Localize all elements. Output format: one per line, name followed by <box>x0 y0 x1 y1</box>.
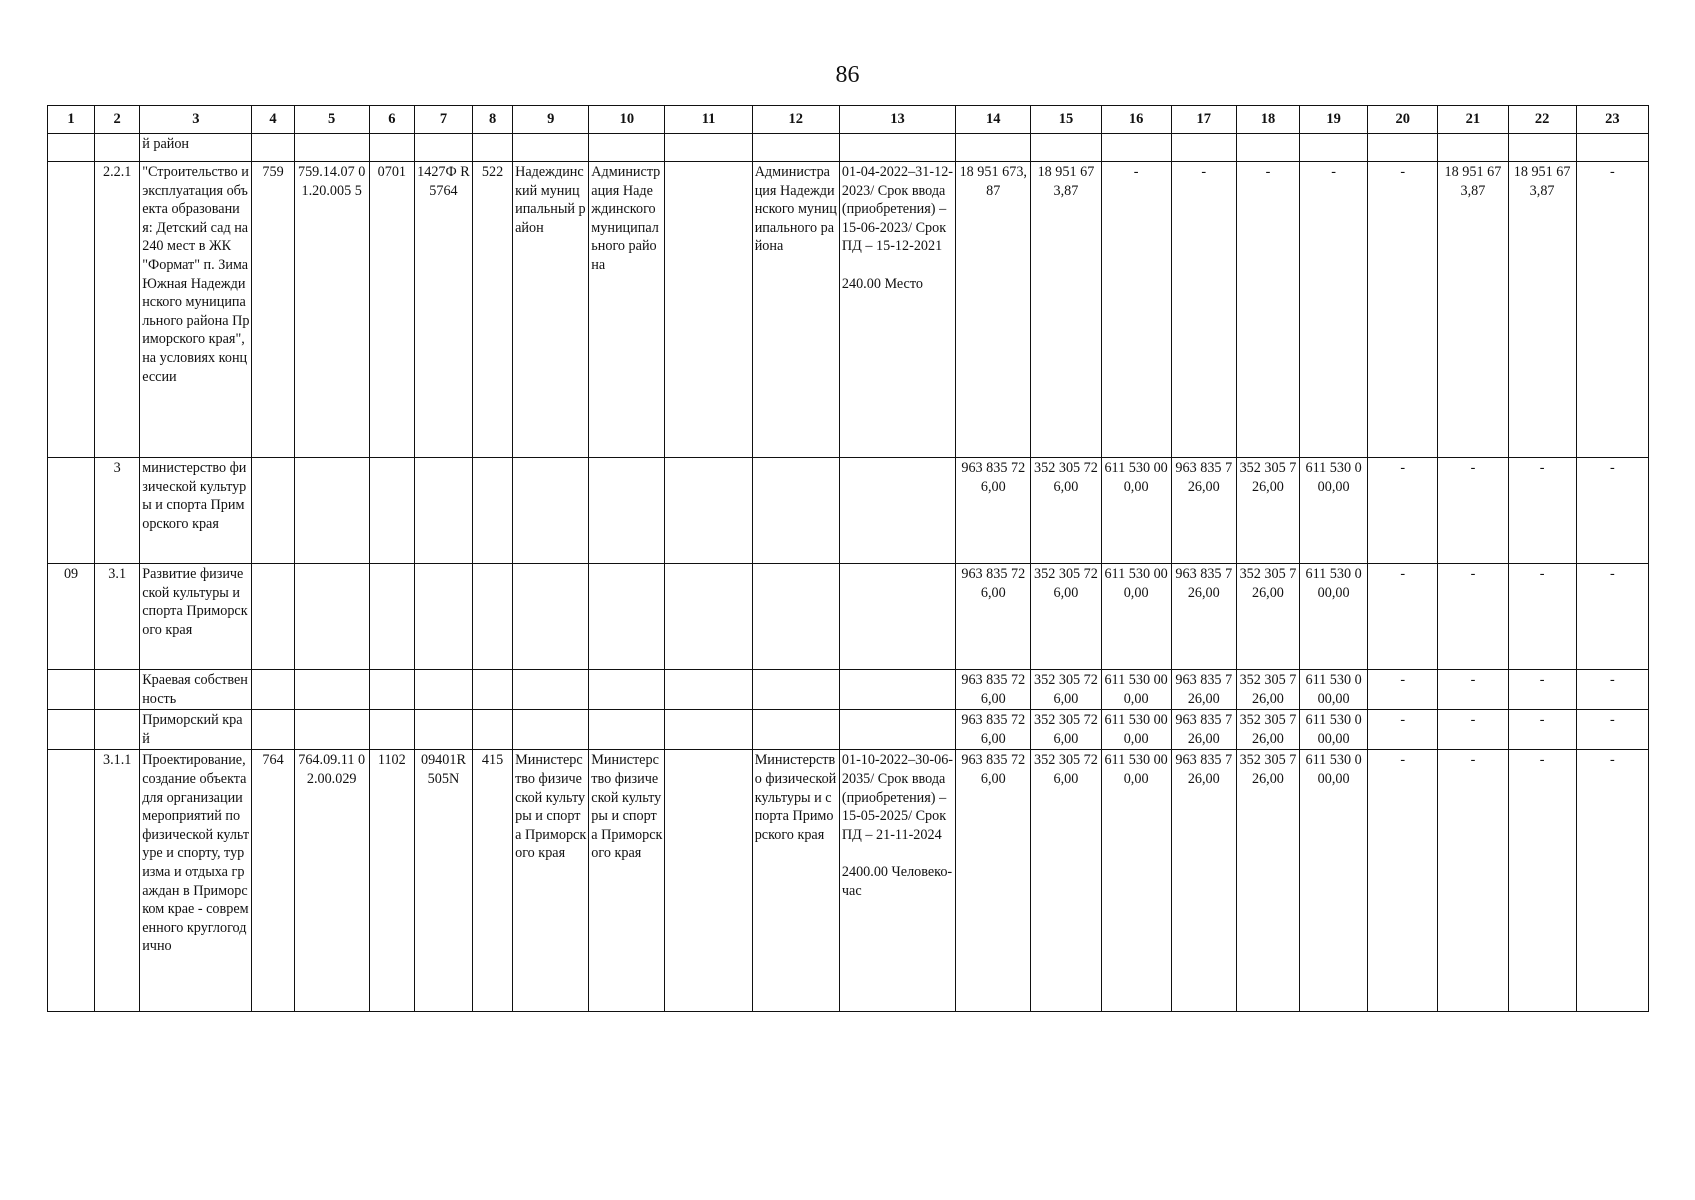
column-header-9: 9 <box>513 106 589 134</box>
cell-col-15: 18 951 673,87 <box>1031 162 1101 458</box>
cell-col-13 <box>839 458 955 564</box>
cell-col-21: 18 951 673,87 <box>1438 162 1508 458</box>
cell-col-10 <box>589 134 665 162</box>
cell-col-8: 522 <box>473 162 513 458</box>
cell-col-17: - <box>1171 162 1236 458</box>
cell-col-22: - <box>1508 710 1576 750</box>
cell-col-11 <box>665 750 752 1012</box>
cell-col-16: 611 530 000,00 <box>1101 670 1171 710</box>
cell-col-22: 18 951 673,87 <box>1508 162 1576 458</box>
cell-col-15: 352 305 726,00 <box>1031 458 1101 564</box>
cell-col-2: 3 <box>95 458 140 564</box>
cell-col-2: 3.1.1 <box>95 750 140 1012</box>
column-header-1: 1 <box>48 106 95 134</box>
cell-col-9 <box>513 134 589 162</box>
column-header-23: 23 <box>1576 106 1648 134</box>
budget-table <box>47 105 1649 1012</box>
column-header-8: 8 <box>473 106 513 134</box>
cell-col-13 <box>839 134 955 162</box>
column-header-11: 11 <box>665 106 752 134</box>
cell-col-21: - <box>1438 564 1508 670</box>
cell-col-20: - <box>1368 670 1438 710</box>
cell-col-3: Проектирование, создание объекта для организации мероприятий по физической культуре и спорту, туризма и отдыха граждан в Приморском крае - современного круглогодично <box>140 750 252 1012</box>
cell-col-4 <box>252 564 294 670</box>
cell-col-6 <box>369 564 414 670</box>
cell-col-10 <box>589 458 665 564</box>
column-header-22: 22 <box>1508 106 1576 134</box>
cell-col-1 <box>48 710 95 750</box>
cell-col-12 <box>752 670 839 710</box>
cell-col-18: 352 305 726,00 <box>1236 750 1299 1012</box>
cell-col-3: Краевая собственность <box>140 670 252 710</box>
cell-col-8 <box>473 564 513 670</box>
cell-col-19 <box>1300 134 1368 162</box>
cell-col-11 <box>665 670 752 710</box>
row-primorsky-krai <box>48 710 1649 750</box>
cell-col-5: 759.14.07 01.20.005 5 <box>294 162 369 458</box>
cell-col-21 <box>1438 134 1508 162</box>
cell-col-5 <box>294 564 369 670</box>
row-district-tail <box>48 134 1649 162</box>
cell-col-14: 963 835 726,00 <box>956 564 1031 670</box>
cell-col-17: 963 835 726,00 <box>1171 750 1236 1012</box>
cell-col-4: 759 <box>252 162 294 458</box>
cell-col-19: 611 530 000,00 <box>1300 710 1368 750</box>
cell-col-5 <box>294 458 369 564</box>
cell-col-13 <box>839 670 955 710</box>
cell-col-22: - <box>1508 750 1576 1012</box>
cell-col-16: 611 530 000,00 <box>1101 750 1171 1012</box>
column-header-20: 20 <box>1368 106 1438 134</box>
cell-col-23: - <box>1576 670 1648 710</box>
cell-col-21: - <box>1438 750 1508 1012</box>
cell-col-13 <box>839 710 955 750</box>
cell-col-9: Министерство физической культуры и спорта Приморского края <box>513 750 589 1012</box>
cell-col-15: 352 305 726,00 <box>1031 710 1101 750</box>
cell-col-13: 01-04-2022–31-12-2023/ Срок ввода (приобретения) – 15-06-2023/ Срок ПД – 15-12-2021 240.00 Место <box>839 162 955 458</box>
cell-col-16: 611 530 000,00 <box>1101 710 1171 750</box>
column-header-5: 5 <box>294 106 369 134</box>
column-header-7: 7 <box>414 106 472 134</box>
cell-col-20: - <box>1368 162 1438 458</box>
cell-col-18: 352 305 726,00 <box>1236 710 1299 750</box>
column-header-21: 21 <box>1438 106 1508 134</box>
cell-col-11 <box>665 134 752 162</box>
cell-col-6 <box>369 134 414 162</box>
cell-col-1 <box>48 162 95 458</box>
cell-col-14 <box>956 134 1031 162</box>
cell-col-7 <box>414 134 472 162</box>
cell-col-5 <box>294 134 369 162</box>
cell-col-6: 0701 <box>369 162 414 458</box>
cell-col-11 <box>665 564 752 670</box>
row-3-1-1 <box>48 750 1649 1012</box>
cell-col-3: Развитие физической культуры и спорта Приморского края <box>140 564 252 670</box>
cell-col-18 <box>1236 134 1299 162</box>
cell-col-18: 352 305 726,00 <box>1236 670 1299 710</box>
cell-col-5: 764.09.11 02.00.029 <box>294 750 369 1012</box>
cell-col-15: 352 305 726,00 <box>1031 750 1101 1012</box>
cell-col-18: 352 305 726,00 <box>1236 458 1299 564</box>
cell-col-16: 611 530 000,00 <box>1101 564 1171 670</box>
cell-col-20 <box>1368 134 1438 162</box>
cell-col-23: - <box>1576 458 1648 564</box>
cell-col-17: 963 835 726,00 <box>1171 710 1236 750</box>
cell-col-4 <box>252 134 294 162</box>
cell-col-20: - <box>1368 564 1438 670</box>
cell-col-6 <box>369 458 414 564</box>
cell-col-6: 1102 <box>369 750 414 1012</box>
cell-col-9 <box>513 710 589 750</box>
cell-col-11 <box>665 710 752 750</box>
cell-col-7: 1427Ф R5764 <box>414 162 472 458</box>
cell-col-14: 18 951 673,87 <box>956 162 1031 458</box>
cell-col-8 <box>473 670 513 710</box>
cell-col-23 <box>1576 134 1648 162</box>
cell-col-9 <box>513 670 589 710</box>
cell-col-10: Администрация Надеждинского муниципального района <box>589 162 665 458</box>
column-header-19: 19 <box>1300 106 1368 134</box>
cell-col-7 <box>414 710 472 750</box>
cell-col-17 <box>1171 134 1236 162</box>
column-header-3: 3 <box>140 106 252 134</box>
cell-col-23: - <box>1576 750 1648 1012</box>
column-header-16: 16 <box>1101 106 1171 134</box>
column-header-4: 4 <box>252 106 294 134</box>
row-3-1 <box>48 564 1649 670</box>
cell-col-3: министерство физической культуры и спорта Приморского края <box>140 458 252 564</box>
cell-col-4 <box>252 458 294 564</box>
row-2-2-1 <box>48 162 1649 458</box>
cell-col-19: 611 530 000,00 <box>1300 750 1368 1012</box>
column-header-18: 18 <box>1236 106 1299 134</box>
cell-col-8 <box>473 710 513 750</box>
cell-col-7: 09401R 505N <box>414 750 472 1012</box>
column-header-10: 10 <box>589 106 665 134</box>
cell-col-2 <box>95 134 140 162</box>
cell-col-15 <box>1031 134 1101 162</box>
cell-col-19: 611 530 000,00 <box>1300 564 1368 670</box>
cell-col-22: - <box>1508 670 1576 710</box>
cell-col-23: - <box>1576 564 1648 670</box>
cell-col-7 <box>414 564 472 670</box>
cell-col-2: 3.1 <box>95 564 140 670</box>
cell-col-21: - <box>1438 710 1508 750</box>
cell-col-18: - <box>1236 162 1299 458</box>
column-header-6: 6 <box>369 106 414 134</box>
cell-col-10 <box>589 670 665 710</box>
cell-col-23: - <box>1576 710 1648 750</box>
cell-col-15: 352 305 726,00 <box>1031 670 1101 710</box>
cell-col-6 <box>369 670 414 710</box>
column-header-13: 13 <box>839 106 955 134</box>
column-header-12: 12 <box>752 106 839 134</box>
cell-col-3: "Строительство и эксплуатация объекта образования: Детский сад на 240 мест в ЖК "Формат" п. Зима Южная Надеждинского муниципального района Приморского края", на условиях концессии <box>140 162 252 458</box>
cell-col-2: 2.2.1 <box>95 162 140 458</box>
cell-col-19: 611 530 000,00 <box>1300 670 1368 710</box>
row-3-ministry <box>48 458 1649 564</box>
cell-col-22: - <box>1508 458 1576 564</box>
cell-col-20: - <box>1368 750 1438 1012</box>
cell-col-19: 611 530 000,00 <box>1300 458 1368 564</box>
cell-col-17: 963 835 726,00 <box>1171 564 1236 670</box>
cell-col-1 <box>48 134 95 162</box>
cell-col-1 <box>48 670 95 710</box>
cell-col-10 <box>589 564 665 670</box>
cell-col-1 <box>48 750 95 1012</box>
cell-col-4: 764 <box>252 750 294 1012</box>
cell-col-14: 963 835 726,00 <box>956 670 1031 710</box>
cell-col-8 <box>473 134 513 162</box>
cell-col-15: 352 305 726,00 <box>1031 564 1101 670</box>
cell-col-5 <box>294 710 369 750</box>
cell-col-12: Администрация Надеждинского муниципального района <box>752 162 839 458</box>
cell-col-4 <box>252 670 294 710</box>
cell-col-12 <box>752 458 839 564</box>
cell-col-10: Министерство физической культуры и спорта Приморского края <box>589 750 665 1012</box>
cell-col-21: - <box>1438 670 1508 710</box>
cell-col-4 <box>252 710 294 750</box>
column-header-15: 15 <box>1031 106 1101 134</box>
cell-col-6 <box>369 710 414 750</box>
cell-col-14: 963 835 726,00 <box>956 458 1031 564</box>
cell-col-13: 01-10-2022–30-06-2035/ Срок ввода (приобретения) – 15-05-2025/ Срок ПД – 21-11-2024 2400.00 Человеко-час <box>839 750 955 1012</box>
cell-col-11 <box>665 162 752 458</box>
cell-col-17: 963 835 726,00 <box>1171 458 1236 564</box>
cell-col-14: 963 835 726,00 <box>956 710 1031 750</box>
cell-col-10 <box>589 710 665 750</box>
column-header-2: 2 <box>95 106 140 134</box>
cell-col-16: - <box>1101 162 1171 458</box>
cell-col-11 <box>665 458 752 564</box>
cell-col-3: Приморский край <box>140 710 252 750</box>
cell-col-12: Министерство физической культуры и спорта Приморского края <box>752 750 839 1012</box>
cell-col-16: 611 530 000,00 <box>1101 458 1171 564</box>
cell-col-7 <box>414 458 472 564</box>
cell-col-1: 09 <box>48 564 95 670</box>
cell-col-12 <box>752 564 839 670</box>
cell-col-2 <box>95 710 140 750</box>
cell-col-21: - <box>1438 458 1508 564</box>
cell-col-22 <box>1508 134 1576 162</box>
cell-col-17: 963 835 726,00 <box>1171 670 1236 710</box>
cell-col-5 <box>294 670 369 710</box>
cell-col-18: 352 305 726,00 <box>1236 564 1299 670</box>
cell-col-19: - <box>1300 162 1368 458</box>
cell-col-9: Надеждинский муниципальный район <box>513 162 589 458</box>
cell-col-20: - <box>1368 458 1438 564</box>
cell-col-1 <box>48 458 95 564</box>
cell-col-8: 415 <box>473 750 513 1012</box>
page-number: 86 <box>835 62 860 88</box>
cell-col-2 <box>95 670 140 710</box>
cell-col-9 <box>513 458 589 564</box>
cell-col-14: 963 835 726,00 <box>956 750 1031 1012</box>
column-header-17: 17 <box>1171 106 1236 134</box>
cell-col-16 <box>1101 134 1171 162</box>
cell-col-9 <box>513 564 589 670</box>
cell-col-12 <box>752 134 839 162</box>
cell-col-12 <box>752 710 839 750</box>
cell-col-23: - <box>1576 162 1648 458</box>
cell-col-22: - <box>1508 564 1576 670</box>
cell-col-3: й район <box>140 134 252 162</box>
cell-col-20: - <box>1368 710 1438 750</box>
header-row <box>48 106 1649 134</box>
cell-col-8 <box>473 458 513 564</box>
row-regional-property <box>48 670 1649 710</box>
column-header-14: 14 <box>956 106 1031 134</box>
cell-col-13 <box>839 564 955 670</box>
cell-col-7 <box>414 670 472 710</box>
